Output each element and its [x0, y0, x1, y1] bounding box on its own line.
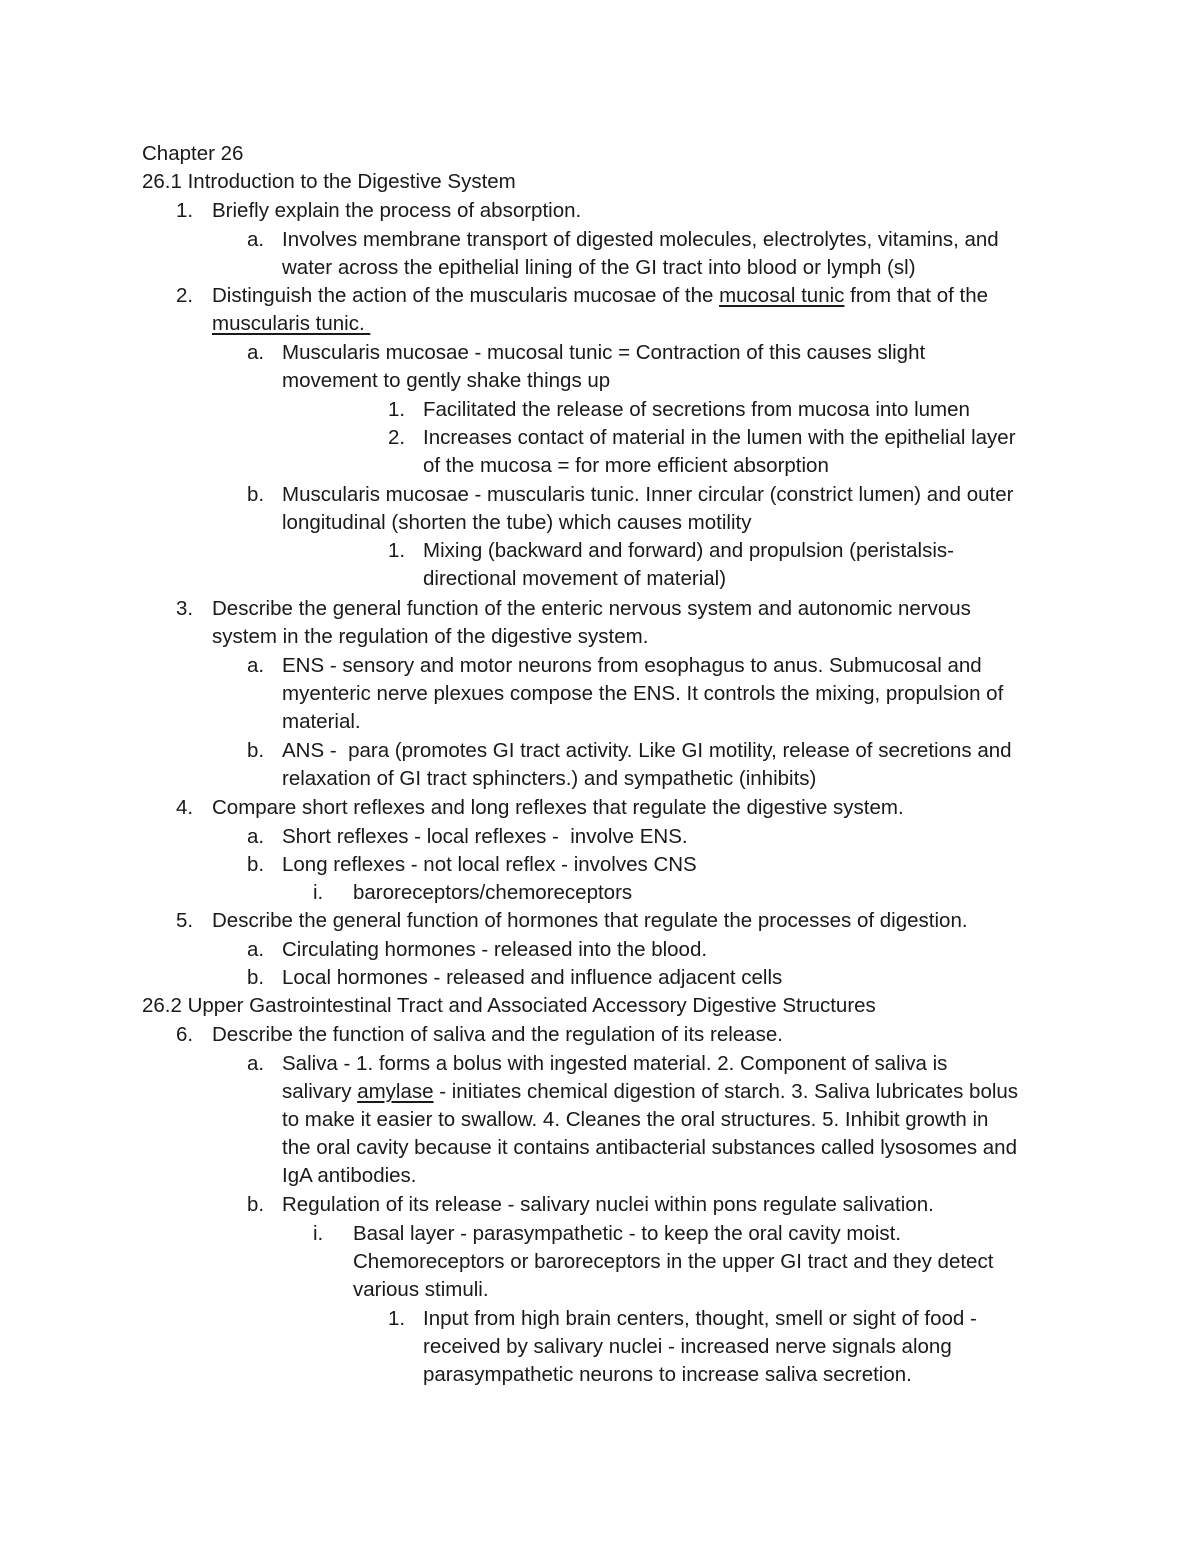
answer-6bi1-line2: received by salivary nuclei - increased nerve signals along [423, 1335, 952, 1358]
answer-6a-line5: IgA antibodies. [282, 1164, 417, 1187]
underlined-term-muscularis-tunic: muscularis tunic. [212, 312, 371, 335]
answer-6a-line4: the oral cavity because it contains antibacterial substances called lysosomes and [282, 1136, 1017, 1159]
list-number-2a2: 2. [388, 426, 406, 449]
question-1: Briefly explain the process of absorption. [212, 199, 582, 222]
answer-5b: Local hormones - released and influence adjacent cells [282, 966, 783, 989]
answer-3b-line1: ANS - para (promotes GI tract activity. Like GI motility, release of secretions and [282, 739, 1012, 762]
underlined-term-amylase: amylase [357, 1080, 434, 1103]
answer-1a-line2: water across the epithelial lining of the GI tract into blood or lymph (sl) [282, 256, 916, 279]
answer-2a2-line1: Increases contact of material in the lumen with the epithelial layer [423, 426, 1016, 449]
list-letter-3b: b. [247, 739, 265, 762]
answer-6bi1-line3: parasympathetic neurons to increase saliva secretion. [423, 1363, 912, 1386]
answer-4a: Short reflexes - local reflexes - involve ENS. [282, 825, 688, 848]
section-heading-26-2: 26.2 Upper Gastrointestinal Tract and Associated Accessory Digestive Structures [142, 994, 876, 1017]
answer-6b: Regulation of its release - salivary nuclei within pons regulate salivation. [282, 1193, 934, 1216]
answer-2a-line1: Muscularis mucosae - mucosal tunic = Contraction of this causes slight [282, 341, 926, 364]
chapter-title: Chapter 26 [142, 142, 244, 165]
question-6: Describe the function of saliva and the regulation of its release. [212, 1023, 783, 1046]
answer-6a-text-end: - initiates chemical digestion of starch. 3. Saliva lubricates bolus [433, 1080, 1019, 1103]
list-letter-5b: b. [247, 966, 265, 989]
answer-3b-line2: relaxation of GI tract sphincters.) and sympathetic (inhibits) [282, 767, 817, 790]
answer-6a-text: salivary [282, 1080, 358, 1103]
question-2-line1 [212, 282, 988, 310]
question-2-line2 [212, 310, 370, 338]
answer-2b1-line2: directional movement of material) [423, 567, 727, 590]
list-number-2a1: 1. [388, 398, 406, 421]
list-number-6bi1: 1. [388, 1307, 406, 1330]
answer-2b-line1: Muscularis mucosae - muscularis tunic. Inner circular (constrict lumen) and outer [282, 483, 1014, 506]
question-2-text: Distinguish the action of the muscularis mucosae of the [212, 284, 720, 307]
list-letter-5a: a. [247, 938, 265, 961]
list-roman-4bi: i. [313, 881, 324, 904]
list-number-1: 1. [176, 199, 194, 222]
list-letter-4b: b. [247, 853, 265, 876]
answer-6a-line3: to make it easier to swallow. 4. Cleanes the oral structures. 5. Inhibit growth in [282, 1108, 989, 1131]
list-letter-4a: a. [247, 825, 265, 848]
list-letter-1a: a. [247, 228, 265, 251]
question-2-text-end: from that of the [844, 284, 988, 307]
question-5: Describe the general function of hormones that regulate the processes of digestion. [212, 909, 968, 932]
answer-6bi-line1: Basal layer - parasympathetic - to keep the oral cavity moist. [353, 1222, 902, 1245]
list-number-2b1: 1. [388, 539, 406, 562]
list-letter-2b: b. [247, 483, 265, 506]
answer-4b: Long reflexes - not local reflex - involves CNS [282, 853, 697, 876]
list-number-5: 5. [176, 909, 194, 932]
question-3-line2: system in the regulation of the digestive system. [212, 625, 649, 648]
answer-4bi: baroreceptors/chemoreceptors [353, 881, 633, 904]
section-heading-26-1: 26.1 Introduction to the Digestive System [142, 170, 516, 193]
answer-2a1: Facilitated the release of secretions from mucosa into lumen [423, 398, 970, 421]
answer-6bi1-line1: Input from high brain centers, thought, smell or sight of food - [423, 1307, 977, 1330]
answer-3a-line2: myenteric nerve plexues compose the ENS. It controls the mixing, propulsion of [282, 682, 1004, 705]
answer-2a-line2: movement to gently shake things up [282, 369, 611, 392]
list-letter-6a: a. [247, 1052, 265, 1075]
answer-2b1-line1: Mixing (backward and forward) and propulsion (peristalsis- [423, 539, 954, 562]
list-letter-6b: b. [247, 1193, 265, 1216]
list-number-4: 4. [176, 796, 194, 819]
question-4: Compare short reflexes and long reflexes that regulate the digestive system. [212, 796, 904, 819]
answer-6bi-line2: Chemoreceptors or baroreceptors in the upper GI tract and they detect [353, 1250, 994, 1273]
answer-2a2-line2: of the mucosa = for more efficient absorption [423, 454, 829, 477]
list-letter-2a: a. [247, 341, 265, 364]
answer-2b-line2: longitudinal (shorten the tube) which causes motility [282, 511, 752, 534]
list-number-6: 6. [176, 1023, 194, 1046]
answer-1a-line1: Involves membrane transport of digested molecules, electrolytes, vitamins, and [282, 228, 999, 251]
list-number-2: 2. [176, 284, 194, 307]
answer-6a-line1: Saliva - 1. forms a bolus with ingested material. 2. Component of saliva is [282, 1052, 948, 1075]
answer-5a: Circulating hormones - released into the blood. [282, 938, 708, 961]
answer-3a-line3: material. [282, 710, 361, 733]
list-number-3: 3. [176, 597, 194, 620]
list-letter-3a: a. [247, 654, 265, 677]
underlined-term-mucosal-tunic: mucosal tunic [719, 284, 845, 307]
list-roman-6bi: i. [313, 1222, 324, 1245]
answer-6bi-line3: various stimuli. [353, 1278, 489, 1301]
answer-3a-line1: ENS - sensory and motor neurons from esophagus to anus. Submucosal and [282, 654, 982, 677]
answer-6a-line2 [282, 1078, 1018, 1106]
question-3-line1: Describe the general function of the enteric nervous system and autonomic nervous [212, 597, 971, 620]
